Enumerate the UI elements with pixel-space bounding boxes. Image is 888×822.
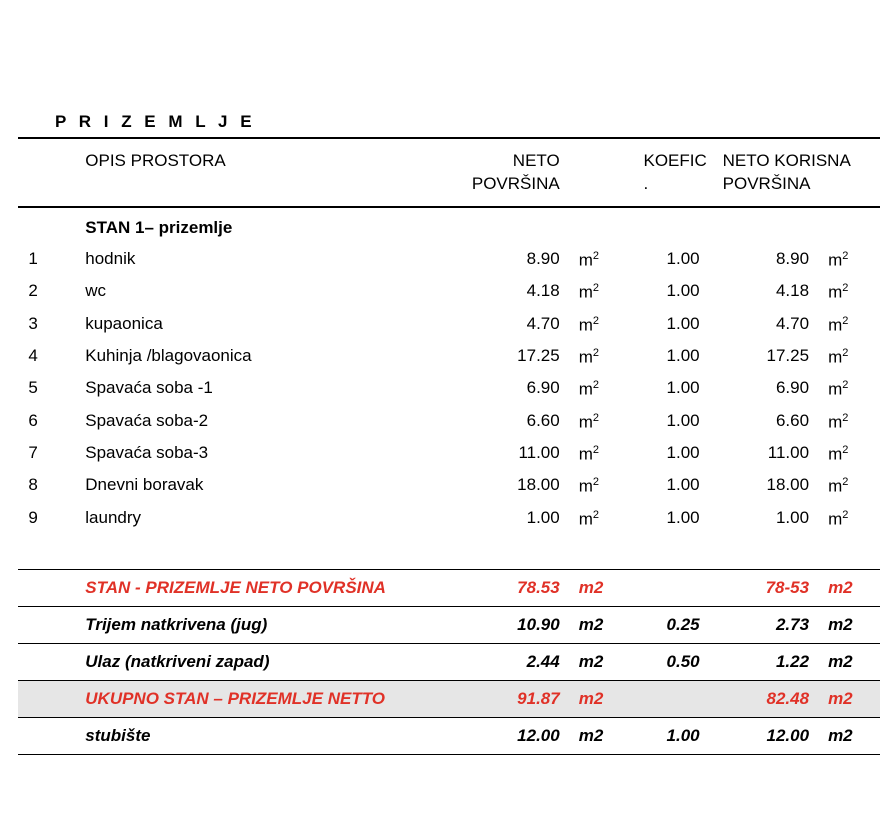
- row-num: 4: [28, 345, 38, 365]
- row-desc: Dnevni boravak: [85, 475, 204, 495]
- row-num: 7: [28, 442, 38, 462]
- summary-unit-2: m2: [828, 725, 853, 745]
- header-description: OPIS PROSTORA: [85, 151, 226, 170]
- row-useful: 1.00: [775, 507, 810, 527]
- row-coef: 1.00: [666, 442, 700, 462]
- summary-useful: 2.73: [775, 614, 810, 634]
- row-unit-1: $m^2$: [578, 411, 600, 432]
- row-coef: 1.00: [666, 248, 700, 268]
- row-net: 17.25: [517, 345, 560, 365]
- summary-unit-1: m2: [578, 725, 604, 745]
- row-useful: 4.70: [775, 313, 810, 333]
- summary-desc: Ulaz (natkriveni zapad): [85, 651, 270, 671]
- summary-row-total: [18, 680, 880, 717]
- summary-coef: [644, 680, 723, 717]
- row-num: 6: [28, 410, 38, 430]
- summary-net: 91.87: [466, 680, 570, 717]
- row-net: 6.90: [526, 378, 560, 398]
- header-coefficient-line1: KOEFIC: [643, 151, 707, 170]
- summary-row-entrance: [18, 643, 880, 680]
- row-net: 8.90: [526, 248, 560, 268]
- summary-row-staircase: [18, 717, 880, 754]
- header-unit-1: [570, 138, 644, 207]
- page-title: P R I Z E M L J E: [55, 112, 256, 131]
- summary-unit-2: m2: [828, 577, 853, 597]
- row-desc: kupaonica: [85, 313, 163, 333]
- group-row: [18, 207, 880, 244]
- row-coef: 1.00: [666, 378, 700, 398]
- header-net-area-line1: NETO: [512, 151, 560, 170]
- row-num: 8: [28, 475, 38, 495]
- row-coef: 1.00: [666, 345, 700, 365]
- row-num: 2: [28, 281, 38, 301]
- row-useful: 8.90: [775, 248, 810, 268]
- table-row: [18, 341, 880, 373]
- row-num: 1: [28, 248, 38, 268]
- row-coef: 1.00: [666, 281, 700, 301]
- header-num: [18, 138, 48, 207]
- row-net: 4.18: [526, 281, 560, 301]
- row-unit-2: $m^2$: [828, 282, 849, 302]
- table-row: [18, 373, 880, 405]
- row-num: 9: [28, 507, 38, 527]
- summary-net: 10.90: [517, 614, 560, 634]
- row-net: 4.70: [526, 313, 560, 333]
- row-useful: 4.18: [775, 281, 810, 301]
- row-net: 6.60: [526, 410, 560, 430]
- row-net: 1.00: [526, 507, 560, 527]
- header-net-area: [466, 138, 570, 207]
- summary-coef: [644, 569, 723, 606]
- summary-unit-2: m2: [828, 614, 853, 634]
- header-coefficient: [644, 138, 723, 207]
- row-unit-2: $m^2$: [828, 314, 849, 335]
- row-net: 11.00: [518, 442, 560, 462]
- row-desc: Kuhinja /blagovaonica: [85, 345, 252, 365]
- row-desc: wc: [85, 281, 107, 301]
- summary-net: 78.53: [517, 577, 560, 597]
- row-num: 3: [28, 313, 38, 333]
- row-num: 5: [28, 378, 38, 398]
- table-row: [18, 244, 880, 276]
- row-unit-1: $m^2$: [578, 379, 600, 399]
- row-unit-1: $m^2$: [578, 508, 600, 529]
- summary-desc: stubište: [85, 725, 151, 745]
- row-useful: 6.90: [775, 378, 810, 398]
- row-unit-2: $m^2$: [828, 411, 849, 432]
- row-desc: Spavaća soba-3: [85, 442, 209, 462]
- row-unit-2: $m^2$: [828, 508, 849, 529]
- row-useful: 6.60: [775, 410, 810, 430]
- row-useful: 18.00: [766, 475, 810, 495]
- summary-desc: STAN - PRIZEMLJE NETO POVRŠINA: [85, 577, 386, 597]
- row-unit-1: $m^2$: [578, 346, 600, 367]
- summary-unit-2: m2: [819, 680, 880, 717]
- row-useful: 17.25: [766, 345, 810, 365]
- row-coef: 1.00: [666, 475, 700, 495]
- row-unit-1: $m^2$: [578, 249, 600, 270]
- summary-useful: 78-53: [765, 577, 810, 597]
- row-unit-1: $m^2$: [578, 282, 600, 302]
- summary-desc: UKUPNO STAN – PRIZEMLJE NETTO: [48, 680, 466, 717]
- summary-coef: 1.00: [666, 725, 700, 745]
- row-desc: laundry: [85, 507, 142, 527]
- header-useful-area: [723, 138, 880, 207]
- row-desc: Spavaća soba -1: [85, 378, 213, 398]
- summary-desc: Trijem natkrivena (jug): [85, 614, 268, 634]
- group-label: STAN 1– prizemlje: [85, 217, 233, 237]
- summary-row-net-area: [18, 569, 880, 606]
- row-useful: 11.00: [767, 442, 810, 462]
- header-useful-area-line2: POVRŠINA: [722, 173, 811, 193]
- row-unit-1: $m^2$: [578, 476, 600, 496]
- table-header-row: [18, 138, 880, 207]
- table-row: [18, 406, 880, 438]
- row-coef: 1.00: [666, 410, 700, 430]
- row-desc: hodnik: [85, 248, 136, 268]
- row-unit-1: $m^2$: [578, 314, 600, 335]
- summary-unit-1: m2: [578, 614, 604, 634]
- row-unit-2: $m^2$: [828, 379, 849, 399]
- row-coef: 1.00: [666, 507, 700, 527]
- summary-unit-1: m2: [570, 680, 644, 717]
- summary-row-porch: [18, 606, 880, 643]
- header-coefficient-line2: .: [643, 173, 649, 193]
- summary-useful: 82.48: [723, 680, 819, 717]
- summary-useful: 1.22: [775, 651, 810, 671]
- summary-unit-1: m2: [578, 651, 604, 671]
- table-row: [18, 276, 880, 308]
- area-schedule-table: [18, 137, 880, 755]
- summary-coef: 0.50: [666, 651, 700, 671]
- table-row: [18, 438, 880, 470]
- row-unit-1: $m^2$: [578, 443, 600, 464]
- table-row: [18, 503, 880, 535]
- row-unit-2: $m^2$: [828, 443, 849, 464]
- row-coef: 1.00: [666, 313, 700, 333]
- spacer: [18, 535, 880, 570]
- table-row: [18, 470, 880, 502]
- row-unit-2: $m^2$: [828, 249, 849, 270]
- summary-net: 2.44: [526, 651, 560, 671]
- summary-coef: 0.25: [666, 614, 700, 634]
- summary-net: 12.00: [517, 725, 560, 745]
- row-unit-2: $m^2$: [828, 476, 849, 496]
- summary-useful: 12.00: [766, 725, 810, 745]
- row-net: 18.00: [517, 475, 560, 495]
- table-row: [18, 309, 880, 341]
- header-net-area-line2: POVRŠINA: [471, 173, 560, 193]
- row-desc: Spavaća soba-2: [85, 410, 209, 430]
- header-useful-area-line1: NETO KORISNA: [722, 151, 851, 170]
- summary-unit-1: m2: [578, 577, 604, 597]
- summary-unit-2: m2: [828, 651, 853, 671]
- row-unit-2: $m^2$: [828, 346, 849, 367]
